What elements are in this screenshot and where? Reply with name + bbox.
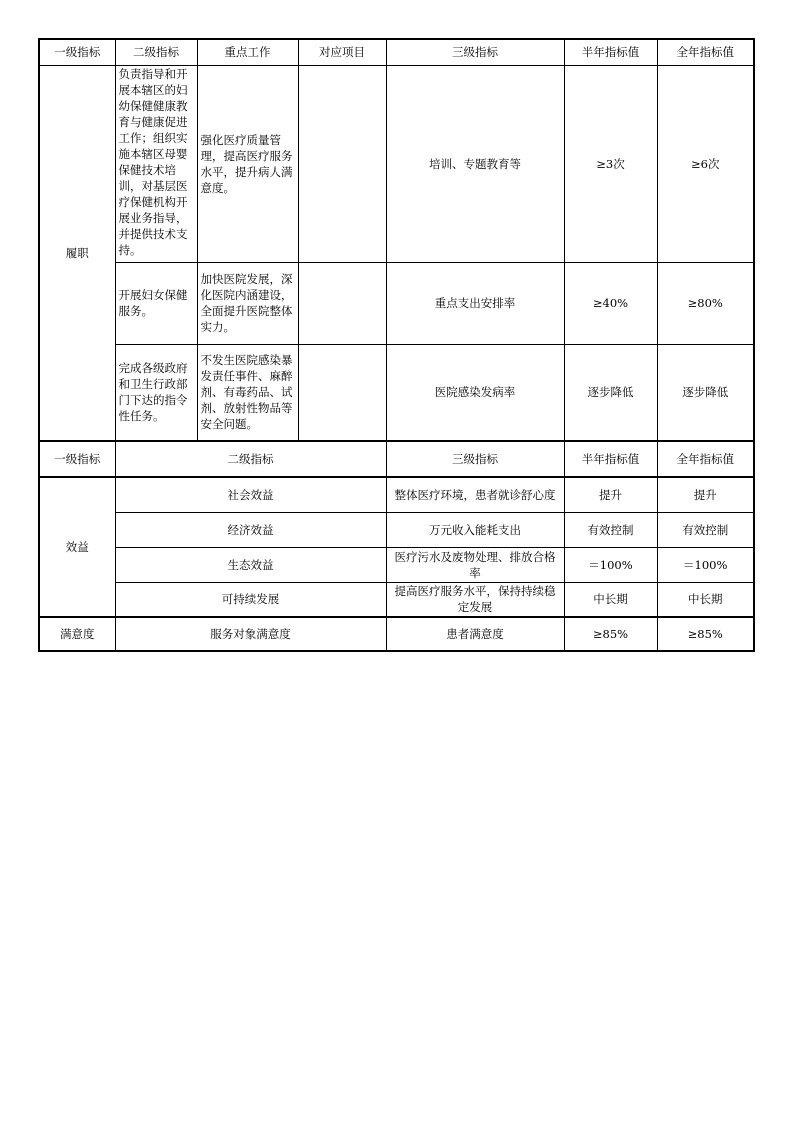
benefit-level3-cell: 提高医疗服务水平，保持持续稳定发展	[386, 582, 564, 617]
table-row	[39, 344, 754, 441]
header2-level3: 三级指标	[386, 441, 564, 477]
table-row	[39, 65, 754, 262]
benefit-full-year-cell: 有效控制	[657, 512, 754, 547]
header-half-year: 半年指标值	[564, 39, 657, 65]
benefit-level2-cell: 可持续发展	[115, 582, 386, 617]
benefit-half-year-cell: ＝100%	[564, 547, 657, 582]
duty-half-year-cell: 逐步降低	[564, 344, 657, 441]
benefit-level2-cell: 经济效益	[115, 512, 386, 547]
satisfaction-level3-cell: 患者满意度	[386, 617, 564, 651]
header2-level1: 一级指标	[39, 441, 115, 477]
table-row	[39, 512, 754, 547]
benefit-level2-cell: 社会效益	[115, 477, 386, 512]
header-row	[39, 39, 754, 65]
duty-level3-cell: 重点支出安排率	[386, 262, 564, 344]
table-row	[39, 262, 754, 344]
performance-indicator-table	[38, 38, 755, 652]
duty-full-year-cell: 逐步降低	[657, 344, 754, 441]
duty-half-year-cell: ≥3次	[564, 65, 657, 262]
satisfaction-half-year-cell: ≥85%	[564, 617, 657, 651]
header2-full-year: 全年指标值	[657, 441, 754, 477]
duty-level2-cell: 完成各级政府和卫生行政部门下达的指令性任务。	[115, 344, 197, 441]
duty-level2-cell: 负责指导和开展本辖区的妇幼保健健康教育与健康促进工作；组织实施本辖区母婴保健技术培训，对基层医疗保健机构开展业务指导，并提供技术支持。	[115, 65, 197, 262]
benefit-level3-cell: 万元收入能耗支出	[386, 512, 564, 547]
header2-level2: 二级指标	[115, 441, 386, 477]
header-level2: 二级指标	[115, 39, 197, 65]
duty-level3-cell: 培训、专题教育等	[386, 65, 564, 262]
duty-full-year-cell: ≥6次	[657, 65, 754, 262]
table-row	[39, 547, 754, 582]
duty-half-year-cell: ≥40%	[564, 262, 657, 344]
header-key-work: 重点工作	[197, 39, 298, 65]
benefit-full-year-cell: ＝100%	[657, 547, 754, 582]
header-project: 对应项目	[298, 39, 386, 65]
header-level3: 三级指标	[386, 39, 564, 65]
header2-half-year: 半年指标值	[564, 441, 657, 477]
benefit-label: 效益	[39, 477, 115, 617]
benefit-level2-cell: 生态效益	[115, 547, 386, 582]
benefit-level3-cell: 整体医疗环境，患者就诊舒心度	[386, 477, 564, 512]
benefit-level3-cell: 医疗污水及废物处理、排放合格率	[386, 547, 564, 582]
duty-label: 履职	[39, 65, 115, 441]
benefit-full-year-cell: 提升	[657, 477, 754, 512]
table-row	[39, 582, 754, 617]
duty-level3-cell: 医院感染发病率	[386, 344, 564, 441]
duty-project-cell	[298, 262, 386, 344]
duty-key-work-cell: 强化医疗质量管理，提高医疗服务水平，提升病人满意度。	[197, 65, 298, 262]
table-row	[39, 477, 754, 512]
header-level1: 一级指标	[39, 39, 115, 65]
benefit-half-year-cell: 中长期	[564, 582, 657, 617]
header-row	[39, 441, 754, 477]
table-row	[39, 617, 754, 651]
satisfaction-label: 满意度	[39, 617, 115, 651]
duty-key-work-cell: 不发生医院感染暴发责任事件、麻醉剂、有毒药品、试剂、放射性物品等安全问题。	[197, 344, 298, 441]
benefit-half-year-cell: 提升	[564, 477, 657, 512]
duty-project-cell	[298, 344, 386, 441]
satisfaction-level2-cell: 服务对象满意度	[115, 617, 386, 651]
benefit-full-year-cell: 中长期	[657, 582, 754, 617]
duty-full-year-cell: ≥80%	[657, 262, 754, 344]
duty-level2-cell: 开展妇女保健服务。	[115, 262, 197, 344]
duty-project-cell	[298, 65, 386, 262]
duty-key-work-cell: 加快医院发展，深化医院内涵建设，全面提升医院整体实力。	[197, 262, 298, 344]
benefit-half-year-cell: 有效控制	[564, 512, 657, 547]
satisfaction-full-year-cell: ≥85%	[657, 617, 754, 651]
header-full-year: 全年指标值	[657, 39, 754, 65]
